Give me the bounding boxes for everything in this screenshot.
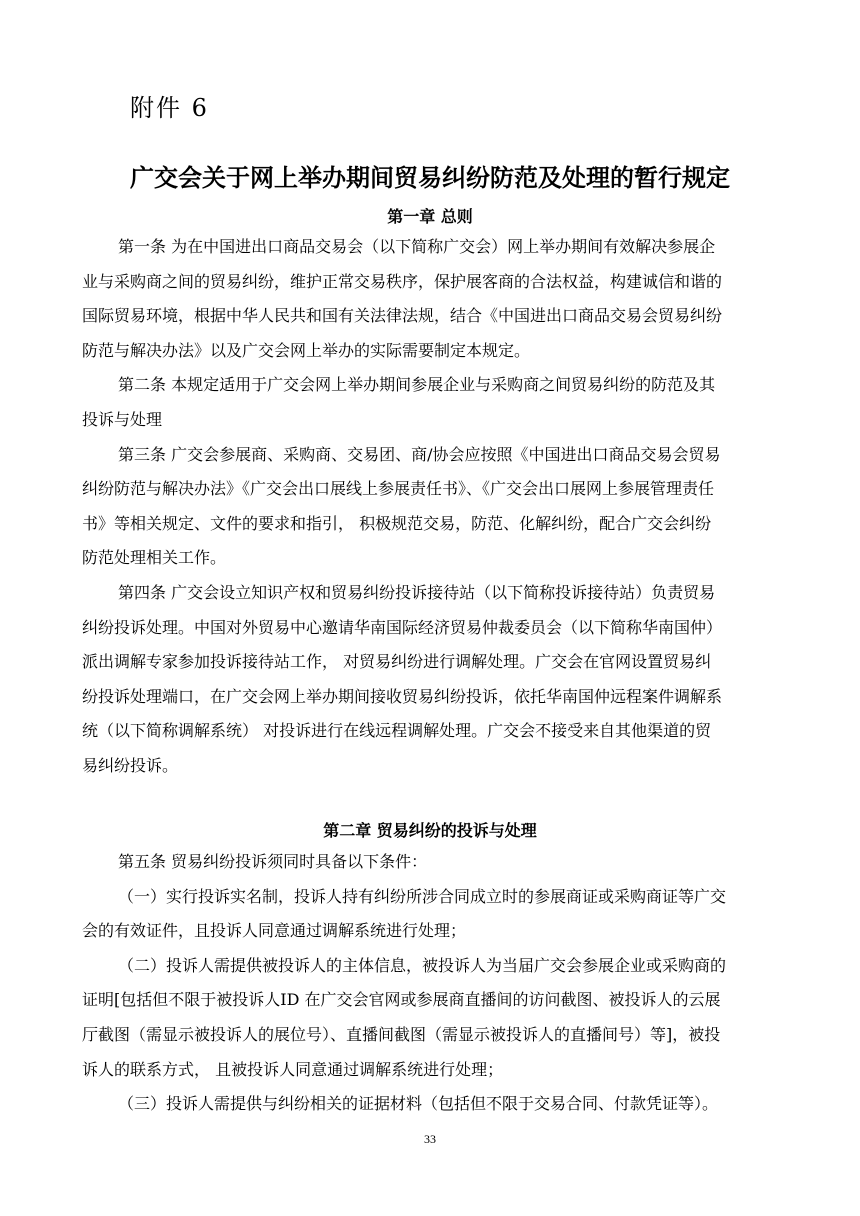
text-line: 证明[包括但不限于被投诉人ID 在广交会官网或参展商直播间的访问截图、被投诉人的云展 xyxy=(82,990,721,1010)
text-line: 业与采购商之间的贸易纠纷，维护正常交易秩序，保护展客商的合法权益，构建诚信和谐的 xyxy=(82,271,723,291)
chapter-1-body xyxy=(82,230,782,784)
text-line: 第三条 广交会参展商、采购商、交易团、商/协会应按照《中国进出口商品交易会贸易 xyxy=(118,444,721,464)
text-line: 国际贸易环境，根据中华人民共和国有关法律法规，结合《中国进出口商品交易会贸易纠纷 xyxy=(82,306,723,326)
document-title: 广交会关于网上举办期间贸易纠纷防范及处理的暂行规定 xyxy=(130,164,730,192)
text-line: 统（以下简称调解系统） 对投诉进行在线远程调解处理。广交会不接受来自其他渠道的贸 xyxy=(82,721,712,741)
text-line: 第一条 为在中国进出口商品交易会（以下简称广交会）网上举办期间有效解决参展企 xyxy=(118,237,716,256)
text-line: 第五条 贸易纠纷投诉须同时具备以下条件： xyxy=(118,852,428,871)
chapter-heading-2: 第二章 贸易纠纷的投诉与处理 xyxy=(323,821,537,840)
chapter-heading-1: 第一章 总则 xyxy=(387,207,473,226)
text-line: 第二条 本规定适用于广交会网上举办期间参展企业与采购商之间贸易纠纷的防范及其 xyxy=(118,375,716,395)
text-line: （二）投诉人需提供被投诉人的主体信息，被投诉人为当届广交会参展企业或采购商的 xyxy=(118,955,727,975)
text-line: 纷投诉处理端口，在广交会网上举办期间接收贸易纠纷投诉，依托华南国仲远程案件调解系 xyxy=(82,686,723,706)
text-line: 书》等相关规定、文件的要求和指引， 积极规范交易，防范、化解纠纷，配合广交会纠纷 xyxy=(82,513,712,533)
text-line: 诉人的联系方式， 且被投诉人同意通过调解系统进行处理； xyxy=(82,1059,504,1079)
text-line: （一）实行投诉实名制，投诉人持有纠纷所涉合同成立时的参展商证或采购商证等广交 xyxy=(118,886,727,906)
text-line: 投诉与处理 xyxy=(82,409,163,429)
text-line: 纠纷投诉处理。中国对外贸易中心邀请华南国际经济贸易仲裁委员会（以下简称华南国仲） xyxy=(82,617,723,637)
page-number: 33 xyxy=(424,1132,436,1146)
text-line: 会的有效证件，且投诉人同意通过调解系统进行处理； xyxy=(82,921,467,941)
text-line: 厅截图（需显示被投诉人的展位号）、直播间截图（需显示被投诉人的直播间号）等]，被投 xyxy=(82,1024,721,1044)
text-line: 派出调解专家参加投诉接待站工作， 对贸易纠纷进行调解处理。广交会在官网设置贸易纠 xyxy=(82,652,712,672)
text-line: 第四条 广交会设立知识产权和贸易纠纷投诉接待站（以下简称投诉接待站）负责贸易 xyxy=(118,582,716,602)
chapter-2-body xyxy=(82,845,782,1122)
attachment-label: 附件 6 xyxy=(130,94,209,122)
text-line: 易纠纷投诉。 xyxy=(82,755,179,775)
text-line: （三）投诉人需提供与纠纷相关的证据材料（包括但不限于交易合同、付款凭证等）。 xyxy=(118,1094,719,1114)
text-line: 防范与解决办法》以及广交会网上举办的实际需要制定本规定。 xyxy=(82,340,531,360)
text-line: 防范处理相关工作。 xyxy=(82,548,227,568)
text-line: 纠纷防范与解决办法》《广交会出口展线上参展责任书》、《广交会出口展网上参展管理责任 xyxy=(82,479,715,499)
